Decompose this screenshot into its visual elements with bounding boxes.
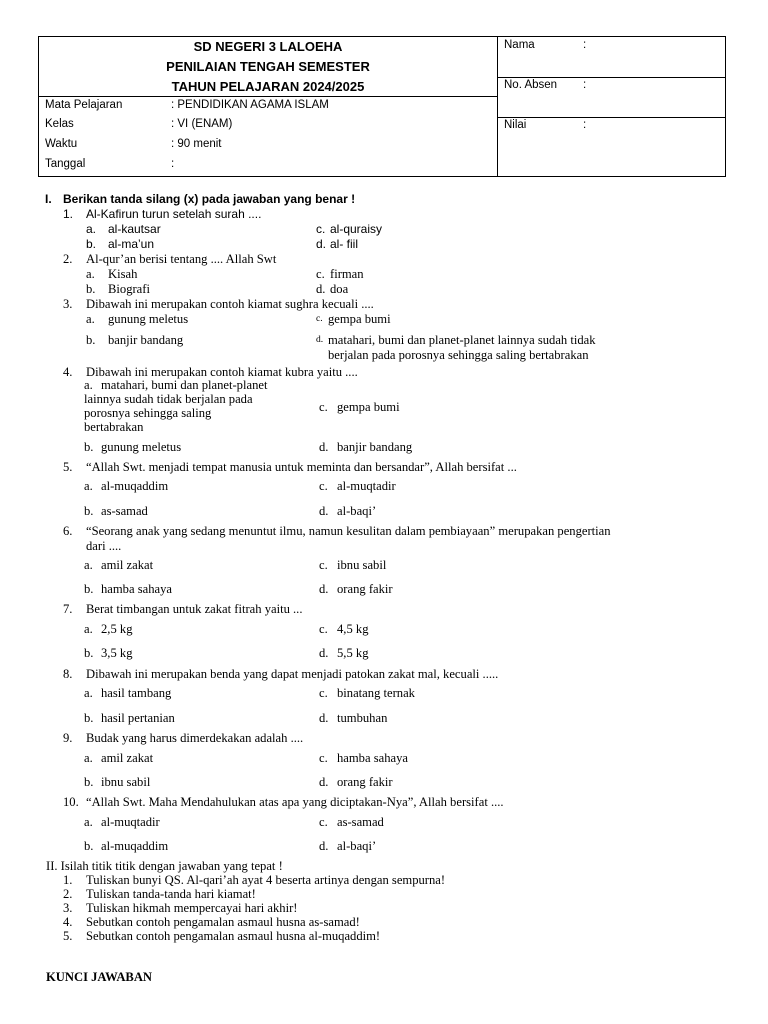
q8-option-d: tumbuhan <box>337 711 388 725</box>
q4-option-a: matahari, bumi dan planet-planet <box>101 378 268 392</box>
q4-text: Dibawah ini merupakan contoh kiamat kubra yaitu .... <box>86 365 358 379</box>
q9-letter-c: c. <box>319 751 328 765</box>
q1-letter-a: a. <box>86 222 97 236</box>
q8-number: 8. <box>63 667 73 681</box>
q2-letter-c: c. <box>316 267 325 281</box>
q4-letter-c: c. <box>319 400 328 414</box>
q7-letter-b: b. <box>84 646 94 660</box>
essay2-text: Tuliskan tanda-tanda hari kiamat! <box>86 887 256 901</box>
school-year: TAHUN PELAJARAN 2024/2025 <box>171 79 365 94</box>
q9-number: 9. <box>63 731 73 745</box>
q1-text: Al-Kafirun turun setelah surah .... <box>86 207 262 221</box>
student-name-colon: : <box>583 39 587 51</box>
q3-number: 3. <box>63 297 73 311</box>
q2-number: 2. <box>63 252 73 266</box>
q10-option-b: al-muqaddim <box>101 839 169 853</box>
q2-option-a: Kisah <box>108 267 138 281</box>
q8-letter-c: c. <box>319 686 328 700</box>
q9-letter-a: a. <box>84 751 93 765</box>
divider-nama <box>497 77 726 78</box>
essay1-number: 1. <box>63 873 73 887</box>
q6-text: “Seorang anak yang sedang menuntut ilmu, namun kesulitan dalam pembiayaan” merupakan pengertian <box>86 524 611 538</box>
field-label-subject: Mata Pelajaran <box>45 99 123 111</box>
essay1-text: Tuliskan bunyi QS. Al-qari’ah ayat 4 beserta artinya dengan sempurna! <box>86 873 446 887</box>
q6-number: 6. <box>63 524 73 538</box>
student-name-label: Nama <box>504 39 535 51</box>
q3-option-c: gempa bumi <box>328 312 391 326</box>
q10-option-a: al-muqtadir <box>101 815 160 829</box>
q2-option-d: doa <box>330 282 349 296</box>
q7-number: 7. <box>63 602 73 616</box>
student-number-colon: : <box>583 79 587 91</box>
q3-option-d: matahari, bumi dan planet-planet lainnya sudah tidak <box>328 333 596 347</box>
q8-letter-a: a. <box>84 686 93 700</box>
q2-option-c: firman <box>330 267 364 281</box>
q5-letter-a: a. <box>84 479 93 493</box>
q9-letter-b: b. <box>84 775 94 789</box>
field-label-date: Tanggal <box>45 158 86 170</box>
essay3-number: 3. <box>63 901 73 915</box>
q8-option-a: hasil tambang <box>101 686 172 700</box>
student-number-label: No. Absen <box>504 79 558 91</box>
border-top <box>38 36 726 37</box>
q2-letter-d: d. <box>316 282 326 296</box>
school-name: SD NEGERI 3 LALOEHA <box>193 39 343 54</box>
q7-option-b: 3,5 kg <box>101 646 133 660</box>
section1-title: Berikan tanda silang (x) pada jawaban yang benar ! <box>63 192 356 206</box>
q10-number: 10. <box>63 795 79 809</box>
q6-letter-b: b. <box>84 582 94 596</box>
q8-letter-b: b. <box>84 711 94 725</box>
q8-option-c: binatang ternak <box>337 686 415 700</box>
q5-option-b: as-samad <box>101 504 148 518</box>
divider-title <box>38 96 498 97</box>
field-label-time: Waktu <box>45 138 78 150</box>
q1-option-a: al-kautsar <box>108 222 161 236</box>
field-label-class: Kelas <box>45 118 74 130</box>
field-value-date: : <box>171 158 175 170</box>
q3-letter-a: a. <box>86 312 95 326</box>
q2-text: Al-qur’an berisi tentang .... Allah Swt <box>86 252 277 266</box>
answer-key-heading: KUNCI JAWABAN <box>46 970 153 984</box>
q3-option-d-line2: berjalan pada porosnya sehingga saling bertabrakan <box>328 348 589 362</box>
q1-letter-d: d. <box>316 237 327 251</box>
q4-letter-a: a. <box>84 378 93 392</box>
q4-option-c: gempa bumi <box>337 400 400 414</box>
border-bottom <box>38 176 726 177</box>
q6-letter-d: d. <box>319 582 329 596</box>
q7-option-c: 4,5 kg <box>337 622 369 636</box>
q4-number: 4. <box>63 365 73 379</box>
exam-title: PENILAIAN TENGAH SEMESTER <box>166 59 370 74</box>
q10-option-c: as-samad <box>337 815 384 829</box>
q5-text: “Allah Swt. menjadi tempat manusia untuk meminta dan bersandar”, Allah bersifat ... <box>86 460 517 474</box>
q7-letter-c: c. <box>319 622 328 636</box>
q1-option-b: al-ma’un <box>108 237 155 251</box>
q10-letter-a: a. <box>84 815 93 829</box>
q8-letter-d: d. <box>319 711 329 725</box>
q1-letter-c: c. <box>316 222 326 236</box>
q6-option-d: orang fakir <box>337 582 393 596</box>
q2-option-b: Biografi <box>108 282 150 296</box>
q7-option-d: 5,5 kg <box>337 646 369 660</box>
q1-letter-b: b. <box>86 237 97 251</box>
divider-absen <box>497 117 726 118</box>
essay2-number: 2. <box>63 887 73 901</box>
q5-number: 5. <box>63 460 73 474</box>
q9-option-d: orang fakir <box>337 775 393 789</box>
section1-roman: I. <box>45 192 52 206</box>
field-value-class: : VI (ENAM) <box>171 118 233 130</box>
q10-option-d: al-baqi’ <box>337 839 377 853</box>
q3-option-b: banjir bandang <box>108 333 184 347</box>
q7-letter-d: d. <box>319 646 329 660</box>
q1-number: 1. <box>63 207 74 221</box>
q10-letter-b: b. <box>84 839 94 853</box>
q3-letter-b: b. <box>86 333 96 347</box>
field-value-time: : 90 menit <box>171 138 222 150</box>
q6-option-b: hamba sahaya <box>101 582 172 596</box>
q10-letter-d: d. <box>319 839 329 853</box>
q5-option-c: al-muqtadir <box>337 479 396 493</box>
q4-letter-d: d. <box>319 440 329 454</box>
essay5-number: 5. <box>63 929 73 943</box>
q8-text: Dibawah ini merupakan benda yang dapat menjadi patokan zakat mal, kecuali ..... <box>86 667 499 681</box>
q4-option-b: gunung meletus <box>101 440 182 454</box>
essay4-text: Sebutkan contoh pengamalan asmaul husna as-samad! <box>86 915 360 929</box>
q4-option-a-line4: bertabrakan <box>84 420 144 434</box>
q10-text: “Allah Swt. Maha Mendahulukan atas apa yang diciptakan-Nya”, Allah bersifat .... <box>86 795 504 809</box>
q3-text: Dibawah ini merupakan contoh kiamat sughra kecuali .... <box>86 297 374 311</box>
q8-option-b: hasil pertanian <box>101 711 175 725</box>
border-right <box>725 36 726 177</box>
q6-option-a: amil zakat <box>101 558 154 572</box>
q6-letter-c: c. <box>319 558 328 572</box>
q7-letter-a: a. <box>84 622 93 636</box>
border-left <box>38 36 39 177</box>
q5-letter-b: b. <box>84 504 94 518</box>
q5-option-a: al-muqaddim <box>101 479 169 493</box>
q1-option-c: al-quraisy <box>330 222 383 236</box>
q4-option-a-line3: porosnya sehingga saling <box>84 406 212 420</box>
q10-letter-c: c. <box>319 815 328 829</box>
essay4-number: 4. <box>63 915 73 929</box>
student-score-label: Nilai <box>504 119 527 131</box>
q5-option-d: al-baqi’ <box>337 504 377 518</box>
q2-letter-a: a. <box>86 267 95 281</box>
q9-option-a: amil zakat <box>101 751 154 765</box>
section2-title: II. Isilah titik titik dengan jawaban yang tepat ! <box>46 859 283 873</box>
essay5-text: Sebutkan contoh pengamalan asmaul husna al-muqaddim! <box>86 929 381 943</box>
q6-option-c: ibnu sabil <box>337 558 387 572</box>
q3-letter-d: d. <box>316 335 324 345</box>
student-score-colon: : <box>583 119 587 131</box>
q5-letter-d: d. <box>319 504 329 518</box>
q4-option-d: banjir bandang <box>337 440 413 454</box>
q4-letter-b: b. <box>84 440 94 454</box>
field-value-subject: : PENDIDIKAN AGAMA ISLAM <box>171 99 329 111</box>
q7-option-a: 2,5 kg <box>101 622 133 636</box>
q6-text-line2: dari .... <box>86 539 122 553</box>
q9-option-c: hamba sahaya <box>337 751 408 765</box>
q5-letter-c: c. <box>319 479 328 493</box>
q9-text: Budak yang harus dimerdekakan adalah .... <box>86 731 304 745</box>
q2-letter-b: b. <box>86 282 96 296</box>
q4-option-a-line2: lainnya sudah tidak berjalan pada <box>84 392 253 406</box>
border-middle <box>497 36 498 177</box>
q9-letter-d: d. <box>319 775 329 789</box>
q9-option-b: ibnu sabil <box>101 775 151 789</box>
q7-text: Berat timbangan untuk zakat fitrah yaitu ... <box>86 602 303 616</box>
q1-option-d: al- fiil <box>330 237 359 251</box>
q6-letter-a: a. <box>84 558 93 572</box>
q3-letter-c: c. <box>316 314 323 324</box>
q3-option-a: gunung meletus <box>108 312 189 326</box>
essay3-text: Tuliskan hikmah mempercayai hari akhir! <box>86 901 298 915</box>
